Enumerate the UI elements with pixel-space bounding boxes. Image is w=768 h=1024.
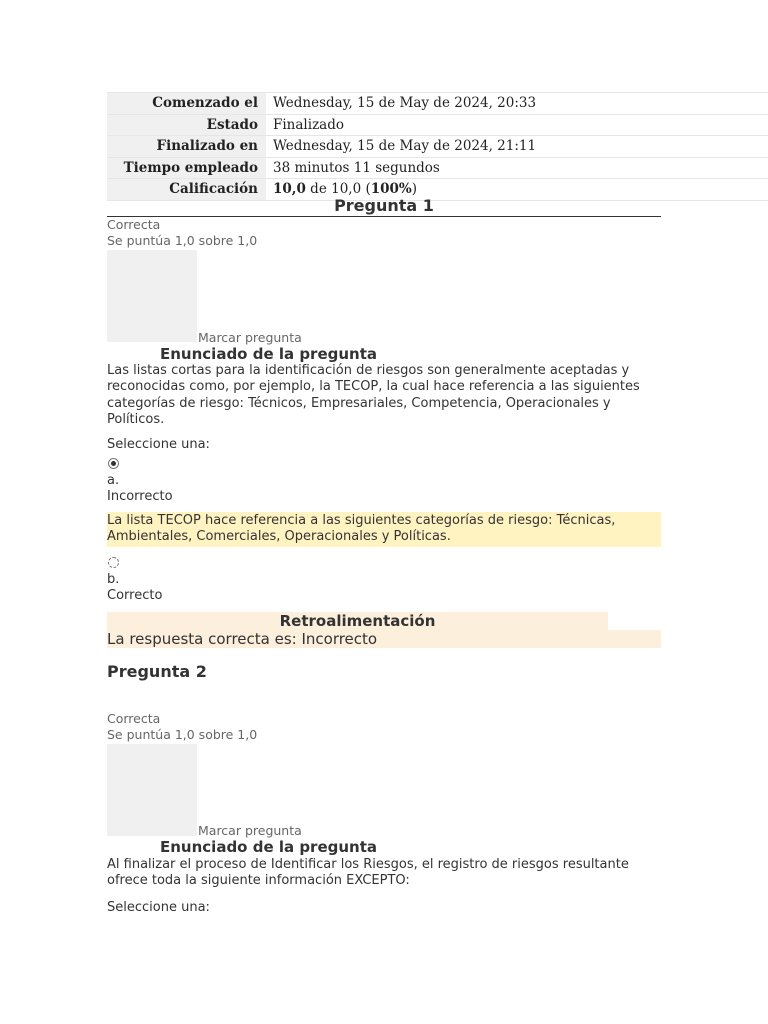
question-1-score: Se puntúa 1,0 sobre 1,0 xyxy=(107,233,258,248)
question-2-select-label: Seleccione una: xyxy=(107,900,210,915)
summary-label: Finalizado en xyxy=(107,136,266,158)
summary-row-state xyxy=(107,114,768,136)
question-1-select-label: Seleccione una: xyxy=(107,437,210,452)
question-2-status: Correcta xyxy=(107,711,161,726)
question-1-statement-title: Enunciado de la pregunta xyxy=(160,345,378,363)
attempt-summary-table xyxy=(107,92,768,201)
summary-label: Estado xyxy=(107,114,266,136)
summary-row-started xyxy=(107,93,768,115)
flag-question-link[interactable]: Marcar pregunta xyxy=(198,330,302,345)
flag-icon[interactable] xyxy=(107,744,197,836)
question-1-status: Correcta xyxy=(107,217,161,232)
question-1-title: Pregunta 1 xyxy=(107,196,661,217)
summary-label: Tiempo empleado xyxy=(107,157,266,179)
summary-label: Comenzado el xyxy=(107,93,266,115)
option-b-radio[interactable] xyxy=(108,557,119,568)
option-b-text[interactable]: Correcto xyxy=(107,588,163,603)
summary-row-finished xyxy=(107,136,768,158)
option-a-feedback: La lista TECOP hace referencia a las siguientes categorías de riesgo: Técnicas, Ambientales, Comerciales, Operacionales y Políticas. xyxy=(107,512,661,547)
feedback-correct-answer: La respuesta correcta es: Incorrecto xyxy=(107,630,661,648)
summary-value: Finalizado xyxy=(266,114,768,136)
option-a-letter: a. xyxy=(107,473,120,488)
flag-icon[interactable] xyxy=(107,250,197,342)
summary-label: Calificación xyxy=(107,179,266,201)
question-2-score: Se puntúa 1,0 sobre 1,0 xyxy=(107,727,258,742)
summary-value: Wednesday, 15 de May de 2024, 21:11 xyxy=(266,136,768,158)
option-a-radio[interactable] xyxy=(108,458,119,469)
grade-percent: 100% xyxy=(370,181,412,198)
flag-question-link[interactable]: Marcar pregunta xyxy=(198,823,302,838)
question-2-statement: Al finalizar el proceso de Identificar los Riesgos, el registro de riesgos resultante ofrece toda la siguiente información EXCEPTO: xyxy=(107,857,629,889)
grade-end: ) xyxy=(411,181,418,198)
feedback-title: Retroalimentación xyxy=(107,612,608,631)
grade-score: 10,0 xyxy=(273,181,306,198)
summary-row-time xyxy=(107,157,768,179)
summary-value: Wednesday, 15 de May de 2024, 20:33 xyxy=(266,93,768,115)
question-1-statement: Las listas cortas para la identificación de riesgos son generalmente aceptadas y reconocidas como, por ejemplo, la TECOP, la cual hace referencia a las siguientes categorías de riesgo: Técnicos, Empresariales, Competencia, Operacionales y Políticos. xyxy=(107,363,640,427)
summary-value: 38 minutos 11 segundos xyxy=(266,157,768,179)
option-a-text[interactable]: Incorrecto xyxy=(107,489,173,504)
question-2-title: Pregunta 2 xyxy=(107,662,207,681)
question-2-statement-title: Enunciado de la pregunta xyxy=(160,838,378,856)
grade-mid: de 10,0 ( xyxy=(305,181,371,198)
option-b-letter: b. xyxy=(107,572,120,587)
